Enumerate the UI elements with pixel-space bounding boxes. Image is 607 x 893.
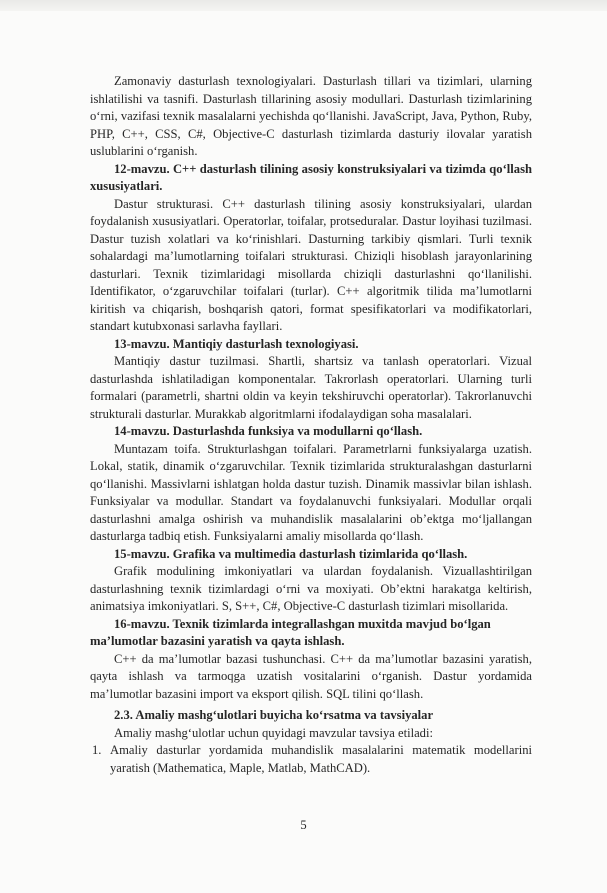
list-item — [90, 742, 532, 777]
topic-14-heading: 14-mavzu. Dasturlashda funksiya va modullarni qo‘llash. — [114, 424, 423, 438]
section-heading: 2.3. Amaliy mashg‘ulotlari buyicha ko‘rsatma va tavsiyalar — [114, 708, 434, 722]
topic-16-heading-line1: 16-mavzu. Texnik tizimlarda integrallashgan muxitda mavjud bo‘lgan — [114, 616, 491, 631]
page-content — [90, 73, 532, 777]
section-intro: Amaliy mashg‘ulotlar uchun quyidagi mavzular tavsiya etiladi: — [114, 725, 433, 740]
page-number: 5 — [300, 818, 307, 832]
topic-15-body: Grafik modulining imkoniyatlari va ulardan foydalanish. Vizuallashtirilgan dasturlashning texnik tizimlardagi o‘rni va moxiyati. Ob’ektni harakatga keltirish, animatsiya imkoniyatlari. S, S++, C#, Objective-C dasturlash tizimlari misollarida. — [90, 564, 532, 613]
intro-paragraph: Zamonaviy dasturlash texnologiyalari. Dasturlash tillari va tizimlari, ularning ishlatilishi va tasnifi. Dasturlash tillarining asosiy modullari. Dasturlash tizimlarining o‘rni, vazifasi texnik masalalarni yechishda qo‘llanishi. JavaScript, Java, Python, Ruby, PHP, C++, CSS, C#, Objective-C dasturlash tizimlarda dasturiy ilovalar yaratish uslublarini o‘rganish. — [90, 74, 532, 158]
topic-14-body: Muntazam toifa. Strukturlashgan toifalari. Parametrlarni funksiyalarga uzatish. Lokal, statik, dinamik o‘zgaruvchilar. Texnik tizimlarida strukturalashgan dasturlarni qo‘llanishi. Massivlarni ishlatgan holda dastur tuzish. Dinamik massivlar bilan ishlash. Funksiyalar va modullar. Standart va foydalanuvchi funksiyalari. Modullar orqali dasturlashni amalga oshirish va muhandislik masalalarini ob’ektga mo‘ljallangan dasturlarga tadbiq etish. Funksiyalarni amaliy misollarda qo‘llash. — [90, 441, 532, 543]
practice-topic-list — [90, 742, 532, 777]
topic-16-heading — [90, 616, 532, 651]
topic-13-body: Mantiqiy dastur tuzilmasi. Shartli, shartsiz va tanlash operatorlari. Vizual dasturlashda ishlatiladigan komponentalar. Takrorlash operatorlari. Ularning turli formalari (parametrli, shartni oldin va keyin tekshiruvchi operatorlar). Takrorlanuvchi strukturali dasturlar. Murakkab algoritmlarni ifodalaydigan soha masalalari. — [90, 354, 532, 421]
topic-12-body: Dastur strukturasi. C++ dasturlash tilining asosiy konstruksiyalari, ulardan foydalanish xususiyatlari. Operatorlar, toifalar, protseduralar. Dastur loyihasi tuzilmasi. Dastur tuzish xolatlari va ko‘rinishlari. Dasturning tarkibiy qismlari. Turli texnik sohalardagi ma’lumotlarning toifalari strukturasi. Chiziqli hisoblash jarayonlarining dasturlari. Texnik tizimlaridagi misollarda chiziqli dasturlashni qo‘llanilishi. Identifikator, o‘zgaruvchilar toifalari (turlar). C++ algoritmik tilida ma’lumotlarni kiritish va chiqarish, boshqarish qatori, format spesifikatorlari va modifikatorlari, standart kutubxonasi sarlavha fayllari. — [90, 196, 532, 333]
topic-15-heading: 15-mavzu. Grafika va multimedia dasturlash tizimlarida qo‘llash. — [114, 546, 468, 561]
topic-16-body: C++ da ma’lumotlar bazasi tushunchasi. C++ da ma’lumotlar bazasini yaratish, qayta ishlash va tarmoqga uzatish vositalarini o‘rganish. Dastur yordamida ma’lumotlar bazasini import va eksport qilish. SQL tilini qo‘llash. — [90, 651, 532, 701]
topic-12-heading: 12-mavzu. C++ dasturlash tilining asosiy konstruksiyalari va tizimda qo‘llash xususiyatlari. — [90, 161, 532, 193]
topic-13-heading: 13-mavzu. Mantiqiy dasturlash texnologiyasi. — [114, 336, 359, 351]
list-item-number: 1. — [92, 743, 102, 757]
scan-top-edge — [0, 0, 607, 11]
list-item-text: Amaliy dasturlar yordamida muhandislik masalalarini matematik modellarini yaratish (Mathematica, Maple, Matlab, MathCAD). — [110, 743, 532, 775]
topic-16-heading-line2: ma’lumotlar bazasini yaratish va qayta ishlash. — [90, 634, 345, 648]
